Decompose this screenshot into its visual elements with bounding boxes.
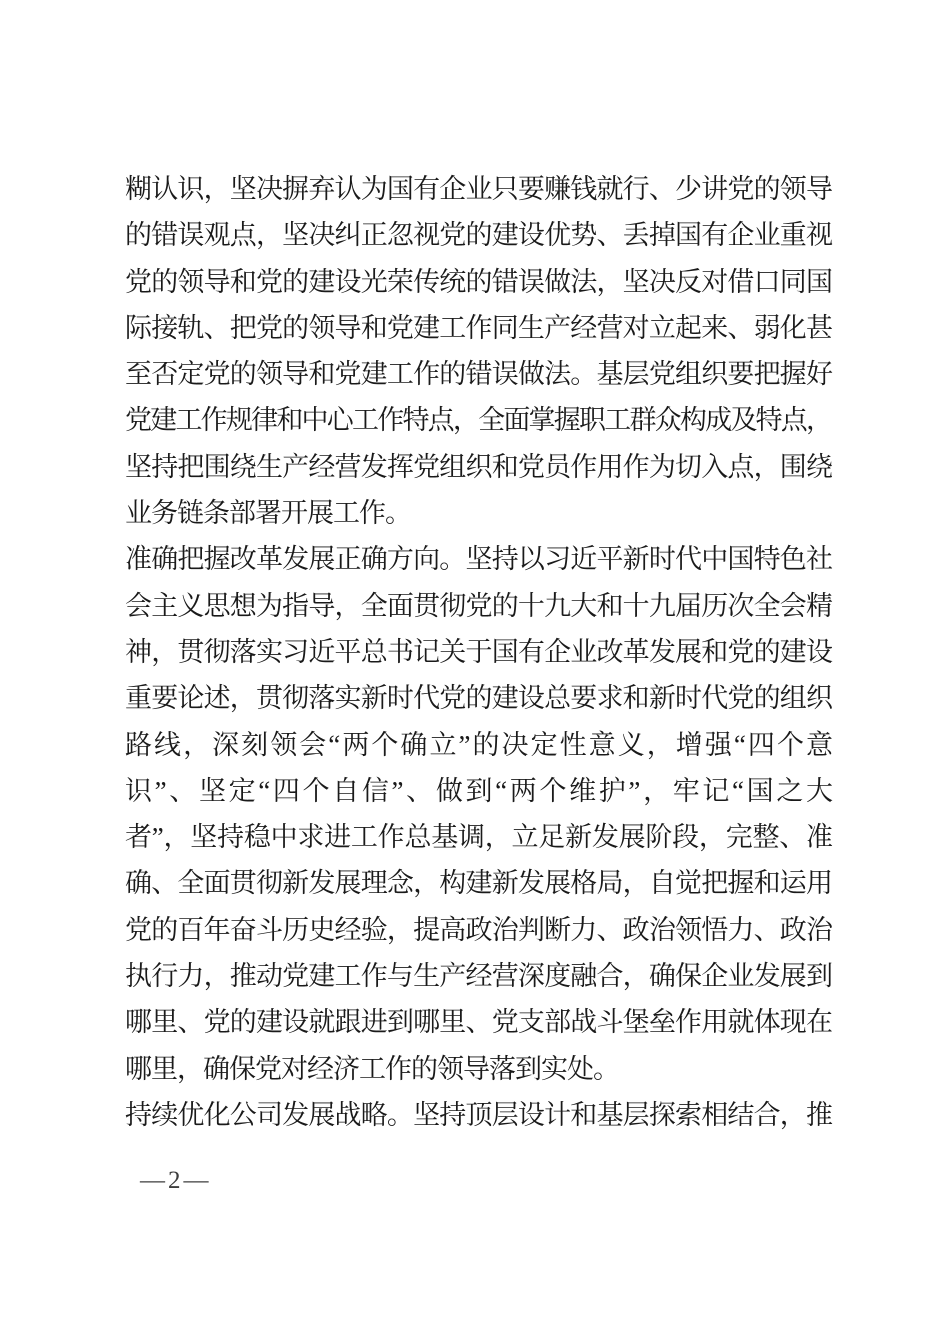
text-line: 识”、坚定“四个自信”、做到“两个维护”，牢记“国之大: [125, 775, 831, 806]
text-line: 党的百年奋斗历史经验，提高政治判断力、政治领悟力、政治: [125, 914, 831, 945]
text-line: 重要论述，贯彻落实新时代党的建设总要求和新时代党的组织: [125, 683, 831, 714]
text-line: 党的领导和党的建设光荣传统的错误做法，坚决反对借口同国: [125, 266, 831, 297]
text-line-paragraph-end: 业务链条部署开展工作。: [125, 498, 411, 529]
text-line: 际接轨、把党的领导和党建工作同生产经营对立起来、弱化甚: [125, 312, 831, 343]
text-line: 哪里、党的建设就跟进到哪里、党支部战斗堡垒作用就体现在: [125, 1007, 831, 1038]
text-line: 者”，坚持稳中求进工作总基调，立足新发展阶段，完整、准: [125, 822, 831, 853]
text-line-paragraph-end: 哪里，确保党对经济工作的领导落到实处。: [125, 1053, 619, 1084]
text-line: 神，贯彻落实习近平总书记关于国有企业改革发展和党的建设: [125, 636, 831, 667]
text-line: 坚持把围绕生产经营发挥党组织和党员作用作为切入点，围绕: [125, 451, 831, 482]
text-line: 执行力，推动党建工作与生产经营深度融合，确保企业发展到: [125, 961, 831, 992]
document-body-text: [125, 166, 831, 1138]
text-line: 路线，深刻领会“两个确立”的决定性意义，增强“四个意: [125, 729, 831, 760]
text-line: 持续优化公司发展战略。坚持顶层设计和基层探索相结合，推: [125, 1099, 831, 1130]
text-line: 的错误观点，坚决纠正忽视党的建设优势、丢掉国有企业重视: [125, 220, 831, 251]
text-line: 至否定党的领导和党建工作的错误做法。基层党组织要把握好: [125, 359, 831, 390]
text-line: 党建工作规律和中心工作特点，全面掌握职工群众构成及特点，: [125, 405, 831, 436]
text-line: 准确把握改革发展正确方向。坚持以习近平新时代中国特色社: [125, 544, 831, 575]
text-line: 会主义思想为指导，全面贯彻党的十九大和十九届历次全会精: [125, 590, 831, 621]
text-line: 糊认识，坚决摒弃认为国有企业只要赚钱就行、少讲党的领导: [125, 174, 831, 204]
text-line: 确、全面贯彻新发展理念，构建新发展格局，自觉把握和运用: [125, 868, 831, 899]
page-number: —2—: [140, 1167, 212, 1194]
